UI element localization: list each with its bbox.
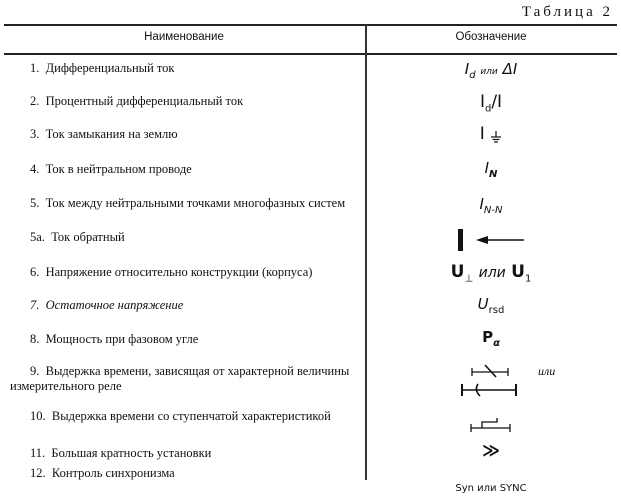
table-caption: Таблица 2 [521,4,613,20]
ground-icon [490,129,502,143]
row-name: 12. Контроль синхронизма [30,466,175,480]
row-name: 5. Ток между нейтральными точками многофазных систем [30,196,346,210]
table-top-border [4,24,617,26]
row-symbol: ≫ [482,441,500,461]
row-name: 2. Процентный дифференциальный ток [30,94,244,108]
row-symbol: $I_d$ или ΔI [464,60,518,81]
reverse-current-icon [456,228,526,252]
row-name: 6. Напряжение относительно конструкции (корпуса) [30,265,313,279]
stepped-time-delay-icon [468,414,514,434]
row-name: 8. Мощность при фазовом угле [30,332,199,346]
row-name: 1. Дифференциальный ток [30,61,175,75]
row-name: 11. Большая кратность установки [30,446,212,460]
row-name: 10. Выдержка времени со ступенчатой характеристикой [30,409,331,423]
row-symbol [366,414,616,438]
row-name: 5а. Ток обратный [30,230,125,244]
header-name: Наименование [144,31,224,43]
row-name: 3. Ток замыкания на землю [30,127,178,141]
row-symbol: Syn или SYNC [455,483,527,494]
row-name: 7. Остаточное напряжение [30,298,184,312]
table-header-border [4,53,617,55]
row-symbol: I [366,124,616,144]
row-symbol [366,228,616,256]
row-symbol: $U_{rsd}$ [477,295,505,316]
row-symbol [366,362,616,402]
row-symbol: $U_\perp$ или $U_1$ [450,262,532,285]
row-name: 9. Выдержка времени, зависящая от характерной величины измерительного реле [10,364,350,393]
row-symbol: $I_d/I$ [479,92,503,115]
row-name: 4. Ток в нейтральном проводе [30,162,192,176]
or-label: или [538,364,556,378]
row-symbol: $P_\alpha$ [482,328,500,349]
row-symbol: $I_N$ [484,159,498,180]
dependent-time-delay-icon [456,362,526,398]
header-designation: Обозначение [455,31,527,43]
row-symbol: $I_{N-N}$ [479,195,503,216]
